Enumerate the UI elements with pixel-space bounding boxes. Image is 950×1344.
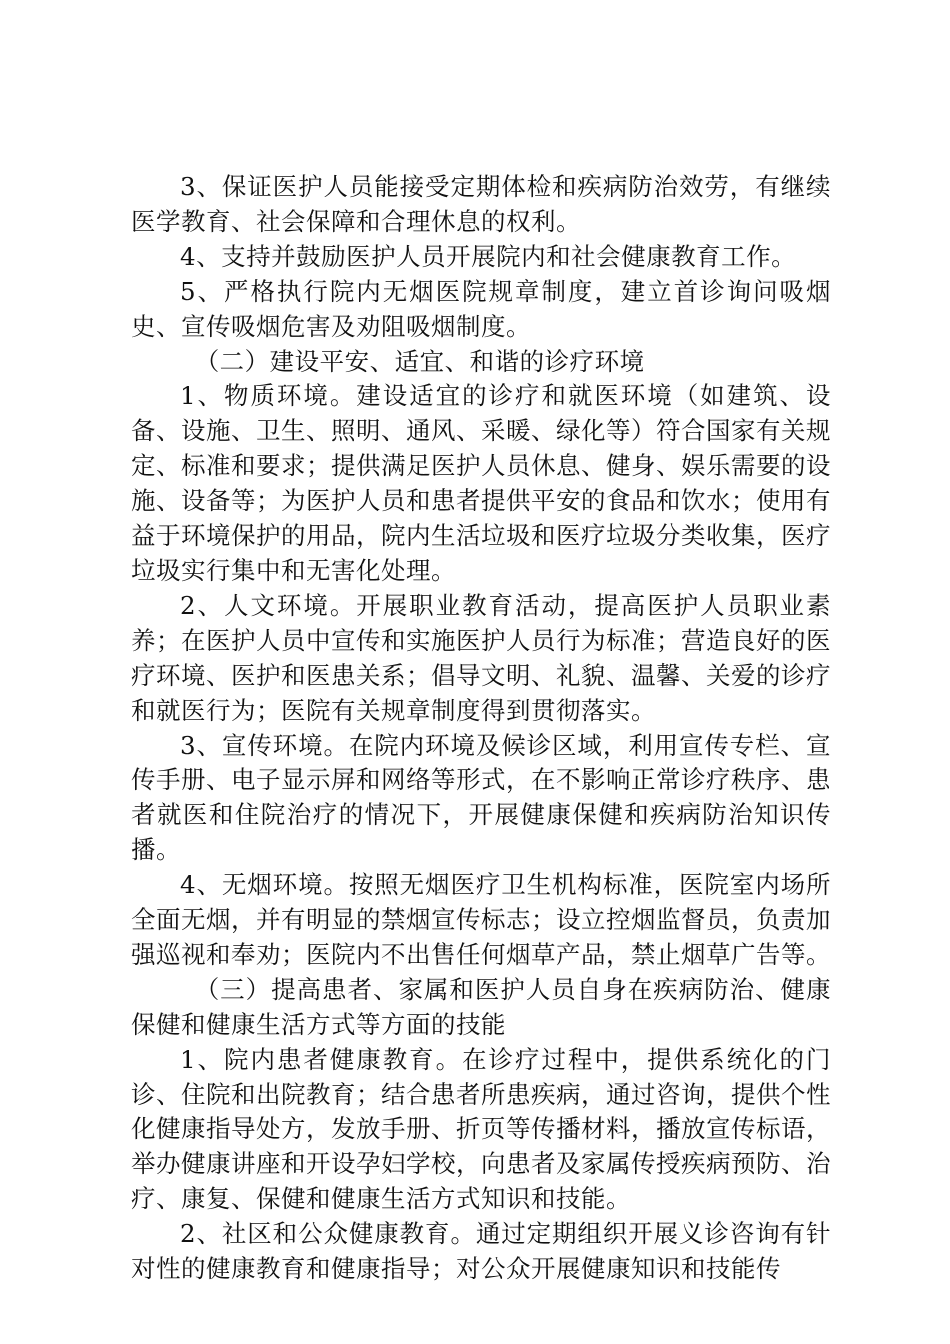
document-body <box>131 170 831 1287</box>
section-heading-2: （二）建设平安、适宜、和谐的诊疗环境 <box>194 346 645 376</box>
paragraph-physical-environment: 1、物质环境。建设适宜的诊疗和就医环境（如建筑、设备、设施、卫生、照明、通风、采暖、绿化等）符合国家有关规定、标准和要求；提供满足医护人员休息、健身、娱乐需要的设施、设备等；为医护人员和患者提供平安的食品和饮水；使用有益于环境保护的用品，院内生活垃圾和医疗垃圾分类收集，医疗垃圾实行集中和无害化处理。 <box>131 381 831 585</box>
paragraph-inpatient-education: 1、院内患者健康教育。在诊疗过程中，提供系统化的门诊、住院和出院教育；结合患者所患疾病，通过咨询，提供个性化健康指导处方，发放手册、折页等传播材料，播放宣传标语，举办健康讲座和开设孕妇学校，向患者及家属传授疾病预防、治疗、康复、保健和健康生活方式知识和技能。 <box>131 1044 831 1214</box>
paragraph-humanistic-environment: 2、人文环境。开展职业教育活动，提高医护人员职业素养；在医护人员中宣传和实施医护人员行为标准；营造良好的医疗环境、医护和医患关系；倡导文明、礼貌、温馨、关爱的诊疗和就医行为；医院有关规章制度得到贯彻落实。 <box>131 590 831 725</box>
paragraph-item-5-smoke-free: 5、严格执行院内无烟医院规章制度，建立首诊询问吸烟史、宣传吸烟危害及劝阻吸烟制度。 <box>131 276 831 341</box>
paragraph-item-4-health-education: 4、支持并鼓励医护人员开展院内和社会健康教育工作。 <box>180 241 797 271</box>
paragraph-smoke-free-environment: 4、无烟环境。按照无烟医疗卫生机构标准，医院室内场所全面无烟，并有明显的禁烟宣传标志；设立控烟监督员，负责加强巡视和奉劝；医院内不出售任何烟草产品，禁止烟草广告等。 <box>131 870 831 969</box>
paragraph-publicity-environment: 3、宣传环境。在院内环境及候诊区域，利用宣传专栏、宣传手册、电子显示屏和网络等形式，在不影响正常诊疗秩序、患者就医和住院治疗的情况下，开展健康保健和疾病防治知识传播。 <box>131 730 831 865</box>
paragraph-community-education: 2、社区和公众健康教育。通过定期组织开展义诊咨询有针对性的健康教育和健康指导；对公众开展健康知识和技能传 <box>131 1219 831 1284</box>
section-heading-3: （三）提高患者、家属和医护人员自身在疾病防治、健康保健和健康生活方式等方面的技能 <box>131 974 831 1039</box>
paragraph-item-3-checkup-rights: 3、保证医护人员能接受定期体检和疾病防治效劳，有继续医学教育、社会保障和合理休息的权利。 <box>131 172 831 236</box>
